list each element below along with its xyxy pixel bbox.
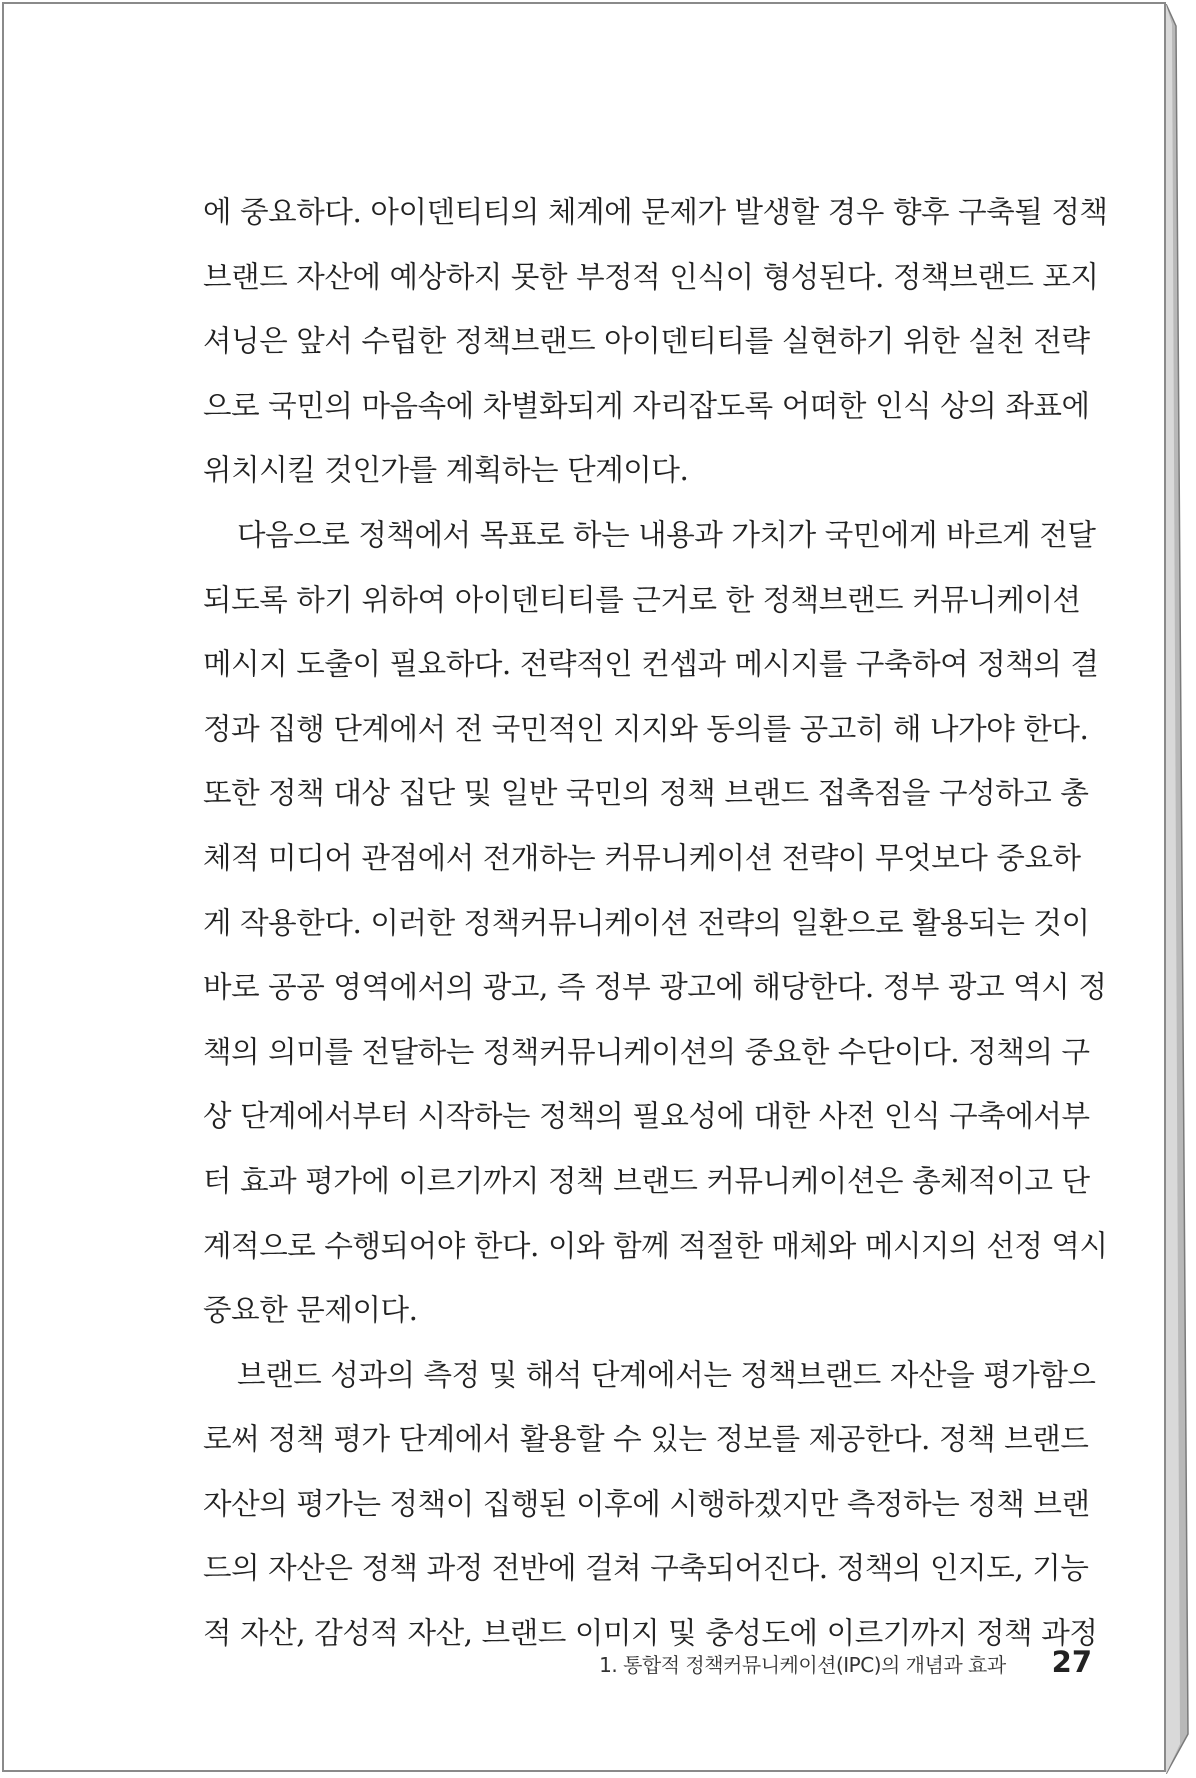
body-line: 으로 국민의 마음속에 차별화되게 자리잡도록 어떠한 인식 상의 좌표에	[203, 388, 1090, 423]
page-number: 27	[1051, 1645, 1092, 1679]
page-footer	[599, 1645, 1092, 1679]
body-line: 바로 공공 영역에서의 광고, 즉 정부 광고에 해당한다. 정부 광고 역시 정	[203, 970, 1107, 1005]
body-line: 터 효과 평가에 이르기까지 정책 브랜드 커뮤니케이션은 총체적이고 단	[203, 1163, 1090, 1198]
body-line: 브랜드 자산에 예상하지 못한 부정적 인식이 형성된다. 정책브랜드 포지	[203, 259, 1099, 294]
body-line: 중요한 문제이다.	[203, 1293, 418, 1328]
body-line: 또한 정책 대상 집단 및 일반 국민의 정책 브랜드 접촉점을 구성하고 총	[203, 776, 1089, 811]
body-line: 다음으로 정책에서 목표로 하는 내용과 가치가 국민에게 바르게 전달	[237, 517, 1096, 552]
body-line: 적 자산, 감성적 자산, 브랜드 이미지 및 충성도에 이르기까지 정책 과정	[203, 1616, 1098, 1651]
body-line: 되도록 하기 위하여 아이덴티티를 근거로 한 정책브랜드 커뮤니케이션	[203, 582, 1081, 617]
body-line: 게 작용한다. 이러한 정책커뮤니케이션 전략의 일환으로 활용되는 것이	[203, 905, 1090, 940]
body-line: 상 단계에서부터 시작하는 정책의 필요성에 대한 사전 인식 구축에서부	[203, 1099, 1090, 1134]
body-line: 셔닝은 앞서 수립한 정책브랜드 아이덴티티를 실현하기 위한 실천 전략	[203, 324, 1090, 359]
running-title: 1. 통합적 정책커뮤니케이션(IPC)의 개념과 효과	[599, 1653, 1006, 1677]
body-line: 드의 자산은 정책 과정 전반에 걸쳐 구축되어진다. 정책의 인지도, 기능	[203, 1551, 1089, 1586]
body-line: 자산의 평가는 정책이 집행된 이후에 시행하겠지만 측정하는 정책 브랜	[203, 1486, 1090, 1521]
body-line: 위치시킬 것인가를 계획하는 단계이다.	[203, 453, 689, 488]
body-line: 책의 의미를 전달하는 정책커뮤니케이션의 중요한 수단이다. 정책의 구	[203, 1034, 1090, 1069]
body-line: 브랜드 성과의 측정 및 해석 단계에서는 정책브랜드 자산을 평가함으	[237, 1357, 1096, 1392]
body-line: 계적으로 수행되어야 한다. 이와 함께 적절한 매체와 메시지의 선정 역시	[203, 1228, 1108, 1263]
body-line: 체적 미디어 관점에서 전개하는 커뮤니케이션 전략이 무엇보다 중요하	[203, 840, 1081, 875]
body-line: 메시지 도출이 필요하다. 전략적인 컨셉과 메시지를 구축하여 정책의 결	[203, 647, 1099, 682]
body-line: 에 중요하다. 아이덴티티의 체계에 문제가 발생할 경우 향후 구축될 정책	[203, 195, 1108, 229]
page-edge-shadow	[1166, 4, 1192, 1774]
body-line: 정과 집행 단계에서 전 국민적인 지지와 동의를 공고히 해 나가야 한다.	[203, 711, 1089, 746]
body-line: 로써 정책 평가 단계에서 활용할 수 있는 정보를 제공한다. 정책 브랜드	[203, 1422, 1089, 1457]
